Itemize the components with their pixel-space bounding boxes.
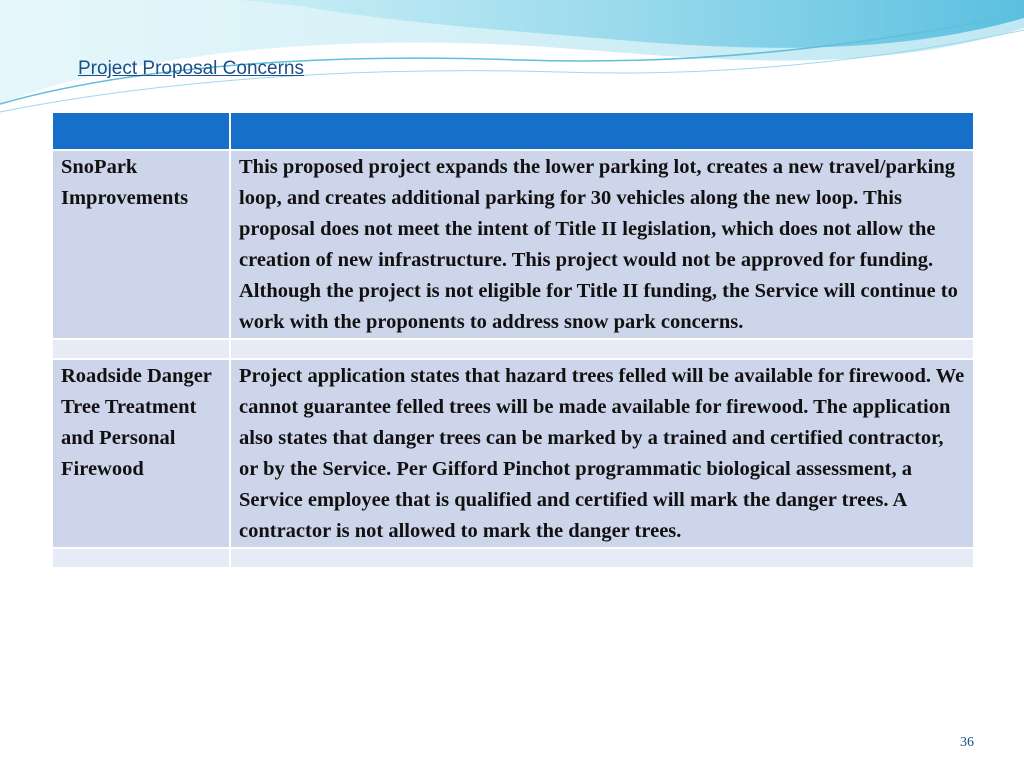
- header-cell-project: [52, 112, 230, 150]
- concerns-table: [51, 111, 975, 569]
- table-header-row: [52, 112, 974, 150]
- table-spacer-row: [52, 339, 974, 359]
- spacer-cell: [52, 548, 230, 568]
- table-row: [52, 359, 974, 548]
- spacer-cell: [230, 339, 974, 359]
- slide-title: Project Proposal Concerns: [78, 58, 304, 79]
- concern-text-cell: Project application states that hazard trees felled will be available for firewood. We cannot guarantee felled trees will be made available for firewood. The application also states that danger trees can be marked by a trained and certified contractor, or by the Service. Per Gifford Pinchot programmatic biological assessment, a Service employee that is qualified and certified will mark the danger trees. A contractor is not allowed to mark the danger trees.: [230, 359, 974, 548]
- page-number: 36: [960, 735, 974, 750]
- spacer-cell: [230, 548, 974, 568]
- table-row: [52, 150, 974, 339]
- concern-text-cell: This proposed project expands the lower parking lot, creates a new travel/parking loop, and creates additional parking for 30 vehicles along the new loop. This proposal does not meet the intent of Title II legislation, which does not allow the creation of new infrastructure. This project would not be approved for funding. Although the project is not eligible for Title II funding, the Service will continue to work with the proponents to address snow park concerns.: [230, 150, 974, 339]
- project-name-cell: Roadside Danger Tree Treatment and Personal Firewood: [52, 359, 230, 548]
- table-spacer-row: [52, 548, 974, 568]
- spacer-cell: [52, 339, 230, 359]
- project-name-cell: SnoPark Improvements: [52, 150, 230, 339]
- header-cell-concern: [230, 112, 974, 150]
